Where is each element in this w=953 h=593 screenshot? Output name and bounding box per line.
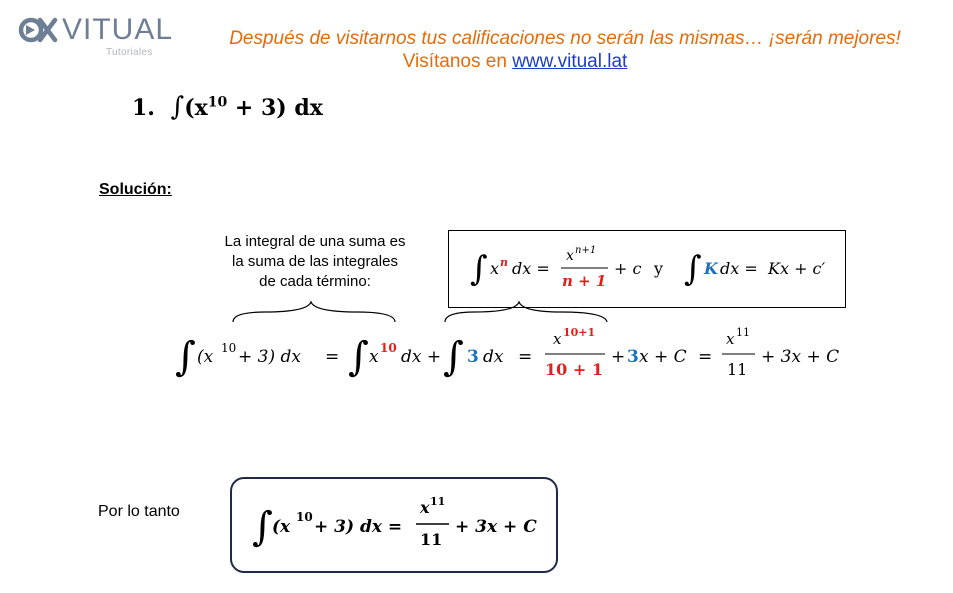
problem-exponent: 10 (207, 94, 228, 111)
rules-connector: y (654, 259, 664, 278)
eq-t3-coef: 3 (467, 347, 479, 367)
eq-t1-open: (x (197, 347, 214, 367)
brand-subtitle: Tutoriales (106, 47, 153, 58)
solution-heading: Solución: (99, 181, 172, 198)
integral-sign: ∫ (170, 92, 185, 122)
final-num-base: x (420, 498, 430, 517)
brand-name: VITUAL (62, 13, 174, 46)
final-den: 11 (420, 530, 443, 549)
eq-end: + 3x + C (761, 347, 840, 367)
eq-t1-close: + 3) dx (238, 347, 301, 367)
rule1-num-base: x (566, 248, 574, 264)
rule2-integral-sign: ∫ (684, 249, 702, 289)
problem-number: 1. (132, 95, 155, 121)
frac2-num-base: x (726, 330, 735, 348)
frac2-den: 11 (727, 360, 748, 379)
eq-t3-dx: dx (483, 347, 504, 367)
problem-statement (132, 92, 323, 122)
note-line-1: La integral de una suma es (224, 233, 406, 250)
note-line-2: la suma de las integrales (232, 253, 398, 270)
eq-integral-1: ∫ (175, 334, 196, 380)
promo-text: Después de visitarnos tus calificaciones no serán las mismas… ¡serán mejores! (229, 28, 901, 49)
eq-equals-1: = (325, 347, 340, 367)
final-answer (250, 485, 550, 565)
frac1-den: 10 + 1 (545, 360, 603, 379)
frac2-num-exp: 11 (736, 326, 750, 339)
main-equation (175, 318, 855, 388)
sum-rule-note (200, 232, 430, 292)
frac1-num-base: x (553, 330, 562, 348)
promo-visit-line (195, 51, 835, 73)
problem-expr-close: + 3) dx (227, 95, 323, 121)
eq-mid-tail: x + C (639, 347, 687, 367)
final-lhs-exp: 10 (296, 510, 313, 524)
eq-integral-3: ∫ (443, 334, 464, 380)
eq-t2-exp: 10 (380, 341, 397, 355)
eq-equals-3: = (698, 347, 713, 367)
eq-integral-2: ∫ (348, 334, 369, 380)
rule1-num-exp: n+1 (575, 245, 597, 256)
promo-visit-prefix: Visítanos en (402, 51, 513, 72)
problem-expr-open: (x (184, 95, 208, 121)
rule2-rhs: Kx + c′ (768, 259, 826, 278)
rule2-k: K (704, 259, 718, 278)
final-integral-sign: ∫ (252, 504, 273, 550)
conclusion-label: Por lo tanto (98, 503, 180, 520)
final-lhs-close: + 3) dx = (314, 517, 403, 537)
eq-mid-coef: 3 (627, 347, 639, 367)
rule1-tail: + c (614, 259, 642, 278)
rule1-exp: n (500, 256, 508, 269)
integration-rules (448, 230, 846, 308)
rule1-den: n + 1 (562, 272, 607, 290)
final-tail: + 3x + C (455, 517, 537, 537)
note-line-3: de cada término: (259, 273, 371, 290)
website-link[interactable]: www.vitual.lat (512, 51, 628, 72)
frac1-num-exp: 10+1 (563, 326, 596, 339)
rule1-base: x (490, 259, 500, 278)
eq-equals-2: = (518, 347, 533, 367)
rule2-dx: dx = (720, 259, 758, 278)
vitual-logo[interactable] (14, 12, 184, 62)
eq-mid-plus: + (611, 347, 626, 367)
vitual-logo-icon (18, 16, 58, 44)
eq-t2-dx: dx + (401, 347, 442, 367)
rule1-integral-sign: ∫ (470, 249, 488, 289)
final-lhs-open: (x (272, 517, 291, 537)
eq-t1-exp: 10 (221, 341, 237, 355)
eq-t2-base: x (369, 347, 379, 367)
final-num-exp: 11 (430, 495, 446, 508)
rule1-dx: dx = (512, 259, 550, 278)
